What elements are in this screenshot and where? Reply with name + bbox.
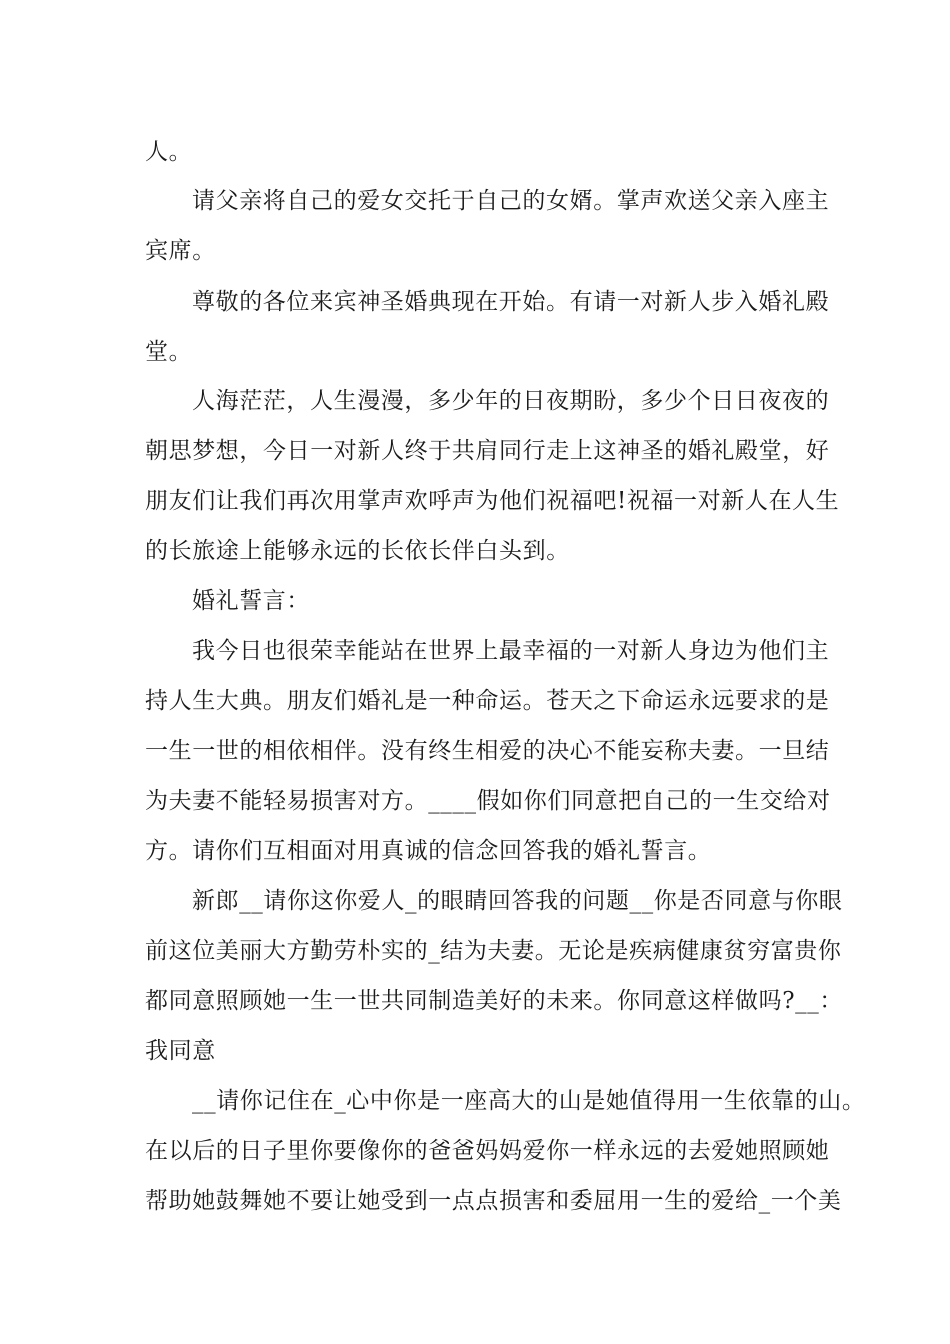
text-line: 宾席。 xyxy=(145,238,216,264)
text-line: 尊敬的各位来宾神圣婚典现在开始。有请一对新人步入婚礼殿 xyxy=(192,289,830,315)
text-line: 都同意照顾她一生一世共同制造美好的未来。你同意这样做吗?__： xyxy=(145,988,843,1014)
text-line: 为夫妻不能轻易损害对方。____假如你们同意把自己的一生交给对 xyxy=(145,788,831,814)
text-line: 的长旅途上能够永远的长依长伴白头到。 xyxy=(145,538,570,564)
text-line: 朋友们让我们再次用掌声欢呼声为他们祝福吧!祝福一对新人在人生 xyxy=(145,488,840,514)
text-line: 在以后的日子里你要像你的爸爸妈妈爱你一样永远的去爱她照顾她 xyxy=(145,1138,830,1164)
text-line: 堂。 xyxy=(145,339,193,365)
text-line: 持人生大典。朋友们婚礼是一种命运。苍天之下命运永远要求的是 xyxy=(145,688,830,714)
text-line: 新郎__请你这你爱人_的眼睛回答我的问题__你是否同意与你眼 xyxy=(192,888,843,914)
section-heading: 婚礼誓言： xyxy=(192,588,310,614)
text-line: __请你记住在_心中你是一座高大的山是她值得用一生依靠的山。 xyxy=(192,1088,866,1114)
text-line: 方。请你们互相面对用真诚的信念回答我的婚礼誓言。 xyxy=(145,838,712,864)
text-line: 朝思梦想，今日一对新人终于共肩同行走上这神圣的婚礼殿堂，好 xyxy=(145,438,830,464)
text-line: 前这位美丽大方勤劳朴实的_结为夫妻。无论是疾病健康贫穷富贵你 xyxy=(145,938,842,964)
text-line: 人海茫茫，人生漫漫，多少年的日夜期盼，多少个日日夜夜的 xyxy=(192,388,830,414)
text-line: 请父亲将自己的爱女交托于自己的女婿。掌声欢送父亲入座主 xyxy=(192,188,830,214)
text-line: 人。 xyxy=(145,139,193,165)
text-line: 一生一世的相依相伴。没有终生相爱的决心不能妄称夫妻。一旦结 xyxy=(145,738,830,764)
text-line: 帮助她鼓舞她不要让她受到一点点损害和委屈用一生的爱给_一个美 xyxy=(145,1188,842,1214)
text-line: 我今日也很荣幸能站在世界上最幸福的一对新人身边为他们主 xyxy=(192,638,830,664)
text-line: 我同意 xyxy=(145,1038,216,1064)
